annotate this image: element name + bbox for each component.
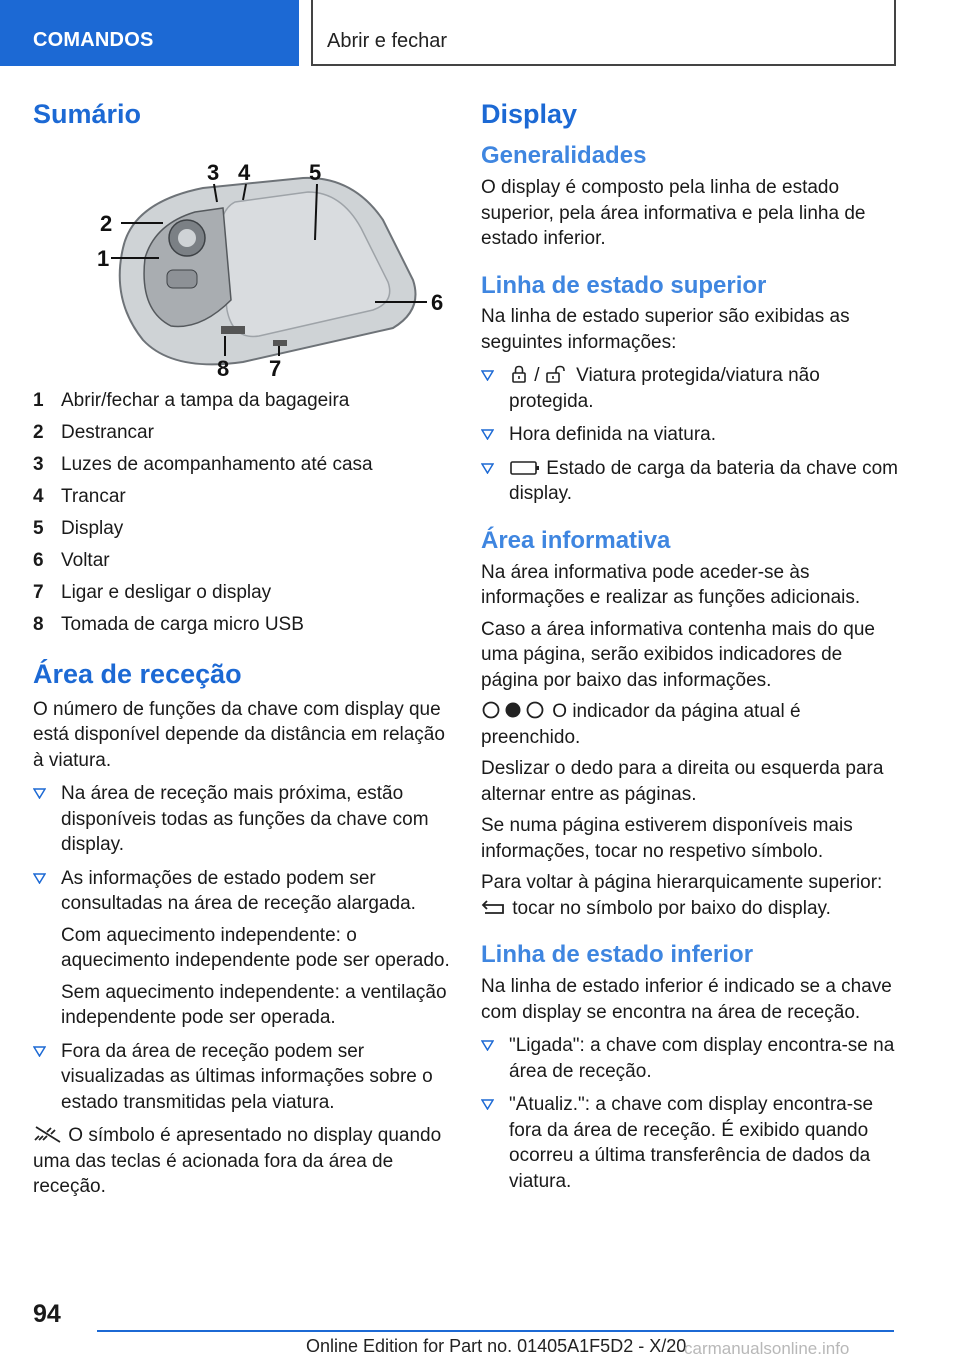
bullet-item: Fora da área de receção podem ser visualizadas as últimas informações sobre o estado transmitidas pela viatura. [33, 1039, 453, 1116]
info-p3: O indicador da página atual é preenchido. [481, 701, 801, 748]
lower-status-bullets [481, 1033, 901, 1194]
legend-item: 6 Voltar [33, 550, 110, 572]
bullet-item: Na área de receção mais próxima, estão disponíveis todas as funções da chave com display. [33, 781, 453, 858]
no-signal-icon [33, 1124, 63, 1144]
callout-2: 2 [100, 211, 113, 237]
info-p6b-paragraph [481, 896, 901, 922]
section-label: COMANDOS [33, 29, 154, 51]
legend-item: 4 Trancar [33, 486, 126, 508]
info-p3-paragraph [481, 699, 901, 750]
chapter-box [311, 0, 896, 66]
bullet-item: Hora definida na viatura. [481, 422, 901, 448]
figure-legend [33, 388, 453, 644]
bullet-triangle-icon [481, 370, 494, 381]
page-header [0, 0, 960, 66]
reception-intro: O número de funções da chave com display que está disponível depende da distância em relação à viatura. [33, 698, 445, 771]
page-number: 94 [33, 1300, 61, 1328]
bullet-item: "Atualiz.": a chave com display encontra-se fora da área de receção. É exibido quando ocorreu a última transferência de dados da viatura. [481, 1092, 901, 1194]
callout-3: 3 [207, 160, 220, 186]
general-text: O display é composto pela linha de estado superior, pela área informativa e pela linha de estado inferior. [481, 177, 866, 250]
bullet-sub: Com aquecimento independente: o aquecimento independente pode ser operado. [61, 924, 450, 972]
bullet-triangle-icon [33, 788, 46, 799]
bullet-item: "Ligada": a chave com display encontra-se na área de receção. [481, 1033, 901, 1084]
bullet-triangle-icon [481, 429, 494, 440]
display-title: Display [481, 99, 578, 129]
upper-status-intro: Na linha de estado superior são exibidas as seguintes informações: [481, 306, 850, 353]
bullet-triangle-icon [481, 1099, 494, 1110]
info-area-title: Área informativa [481, 526, 671, 554]
back-arrow-icon [481, 897, 507, 917]
right-column [481, 98, 901, 1194]
lower-status-title: Linha de estado inferior [481, 941, 754, 969]
reception-bullets [33, 781, 453, 1115]
bullet-triangle-icon [481, 1040, 494, 1051]
upper-status-title: Linha de estado superior [481, 271, 767, 299]
callout-1: 1 [97, 246, 110, 272]
lock-closed-icon [509, 364, 529, 384]
legend-item: 7 Ligar e desligar o display [33, 582, 272, 604]
bullet-triangle-icon [33, 1046, 46, 1057]
callout-4: 4 [238, 160, 251, 186]
watermark: carmanualsonline.info [684, 1339, 850, 1358]
legend-item: 8 Tomada de carga micro USB [33, 614, 304, 636]
callout-8: 8 [217, 356, 230, 381]
info-p2: Caso a área informativa contenha mais do que uma página, serão exibidos indicadores de página por baixo das informações. [481, 618, 875, 691]
info-p6b: tocar no símbolo por baixo do display. [512, 897, 831, 919]
left-column [33, 98, 453, 1200]
callout-5: 5 [309, 160, 322, 186]
footer-divider [97, 1330, 894, 1332]
edition-text: Online Edition for Part no. 01405A1F5D2 - X/20 [306, 1336, 687, 1356]
general-title: Generalidades [481, 142, 647, 170]
legend-item: 2 Destrancar [33, 422, 154, 444]
bullet-item: / Viatura protegida/viatura não protegida. [481, 363, 901, 414]
signal-note: O símbolo é apresentado no display quando uma das teclas é acionada fora da área de receção. [33, 1125, 442, 1198]
section-tab [0, 0, 299, 66]
bullet-item: Estado de carga da bateria da chave com display. [481, 456, 901, 507]
bullet-item: As informações de estado podem ser consultadas na área de receção alargada. Com aquecimento independente: o aquecimento independente pode ser operado. Sem aquecimento independente: a ventilação independente pode ser operada. [33, 866, 453, 1031]
signal-note-paragraph [33, 1123, 453, 1200]
legend-item: 5 Display [33, 518, 124, 540]
info-p5: Se numa página estiverem disponíveis mais informações, tocar no respetivo símbolo. [481, 815, 853, 862]
summary-title: Sumário [33, 99, 142, 129]
chapter-label: Abrir e fechar [327, 30, 448, 52]
info-p1: Na área informativa pode aceder-se às informações e realizar as funções adicionais. [481, 561, 861, 609]
battery-icon [509, 459, 541, 477]
legend-item: 3 Luzes de acompanhamento até casa [33, 454, 373, 476]
bullet-sub: Sem aquecimento independente: a ventilação independente pode ser operada. [61, 981, 447, 1029]
page-indicator-icon [481, 700, 547, 720]
legend-item: 1 Abrir/fechar a tampa da bagageira [33, 390, 350, 412]
info-p6: Para voltar à página hierarquicamente superior: [481, 872, 883, 894]
lock-open-icon [545, 364, 571, 384]
display-key-illustration [63, 150, 453, 380]
reception-title: Área de receção [33, 659, 242, 690]
key-figure [63, 150, 453, 380]
lower-status-intro: Na linha de estado inferior é indicado se a chave com display se encontra na área de receção. [481, 976, 892, 1023]
callout-6: 6 [431, 290, 444, 316]
bullet-triangle-icon [481, 463, 494, 474]
callout-7: 7 [269, 356, 282, 381]
info-p4: Deslizar o dedo para a direita ou esquerda para alternar entre as páginas. [481, 758, 884, 805]
upper-status-bullets [481, 363, 901, 507]
bullet-triangle-icon [33, 873, 46, 884]
